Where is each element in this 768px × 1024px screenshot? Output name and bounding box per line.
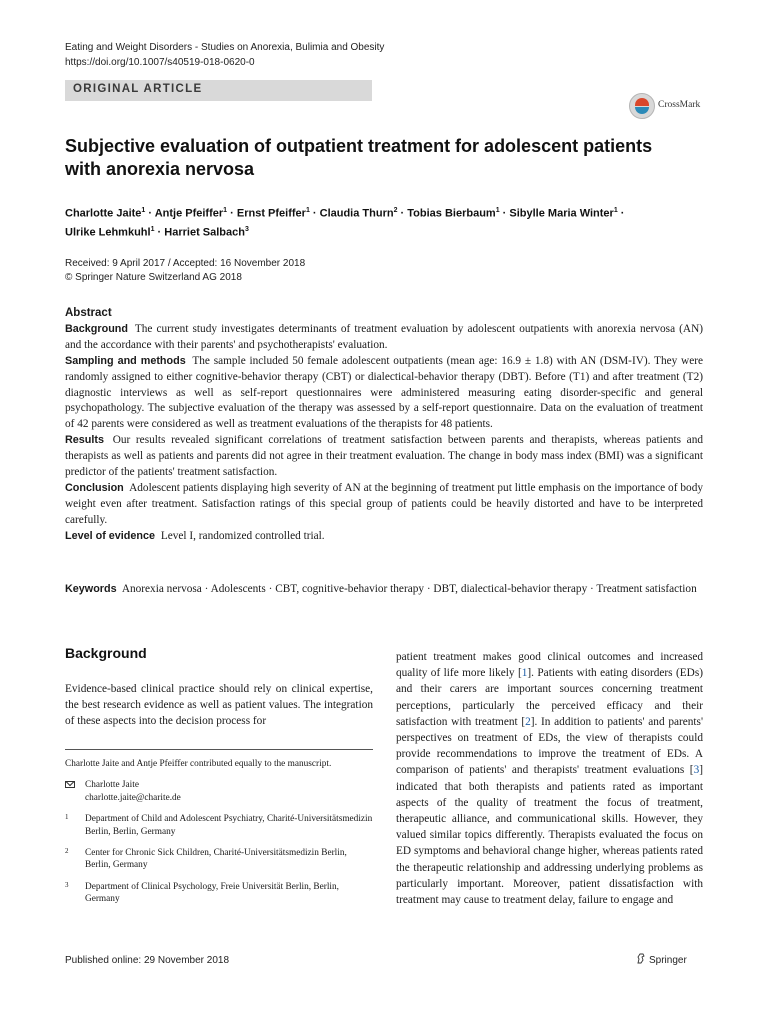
citation-link[interactable]: 3	[693, 764, 700, 777]
author-affiliation: 1	[305, 207, 310, 214]
author-name[interactable]: Charlotte Jaite	[65, 207, 142, 220]
springer-horse-icon	[636, 953, 646, 964]
article-dates	[65, 257, 305, 285]
abstract-conclusion-label: Conclusion	[65, 481, 124, 494]
abstract-background-label: Background	[65, 322, 128, 335]
article-title-line-2: with anorexia nervosa	[65, 159, 255, 179]
affiliation-text: Department of Child and Adolescent Psychiatry, Charité-Universitätsmedizin Berlin, Berlin, Germany	[85, 814, 373, 837]
author-name[interactable]: Tobias Bierbaum	[407, 207, 496, 220]
body-text: ]. In addition to patients' and parents' perspectives on treatment of EDs, the view of therapists could provide recommendations to improve the treatment of EDs. A comparison of patients' and therapists' treatment evaluations [	[396, 715, 703, 777]
article-title	[65, 135, 705, 181]
keywords-text: Anorexia nervosa · Adolescents · CBT, cognitive-behavior therapy · DBT, dialectical-behavior therapy · Treatment satisfaction	[121, 583, 697, 595]
author-affiliation: 1	[223, 207, 228, 214]
affiliation-text: Center for Chronic Sick Children, Charité-Universitätsmedizin Berlin, Berlin, Germany	[85, 848, 347, 871]
abstract-conclusion-text: Adolescent patients displaying high severity of AN at the beginning of treatment put little emphasis on the importance of body weight even after treatment. Satisfaction ratings of this special group of patients could be heavily distorted and have to be interpreted carefully.	[65, 481, 703, 526]
author-list	[65, 203, 705, 240]
author-name[interactable]: Ernst Pfeiffer	[236, 207, 306, 220]
author-affiliation: 1	[150, 225, 155, 233]
doi-link[interactable]: https://doi.org/10.1007/s40519-018-0620-0	[65, 57, 255, 68]
keywords-label: Keywords	[65, 583, 117, 595]
author-name[interactable]: Antje Pfeiffer	[154, 207, 224, 220]
citation-link[interactable]: 1	[521, 667, 528, 680]
equal-contribution-note: Charlotte Jaite and Antje Pfeiffer contributed equally to the manuscript.	[65, 759, 332, 769]
affiliation-number: 3	[65, 880, 69, 889]
abstract-evidence-text: Level I, randomized controlled trial.	[160, 529, 325, 542]
journal-name: Eating and Weight Disorders - Studies on Anorexia, Bulimia and Obesity	[65, 42, 385, 53]
crossmark-badge[interactable]	[629, 92, 701, 120]
author-separator: ·	[227, 207, 237, 220]
crossmark-label: CrossMark	[658, 100, 701, 110]
affiliation-2	[65, 847, 373, 872]
received-accepted: Received: 9 April 2017 / Accepted: 16 November 2018	[65, 258, 306, 269]
abstract-evidence-label: Level of evidence	[65, 529, 156, 542]
author-affiliation: 1	[141, 207, 146, 214]
author-affiliation: 2	[393, 207, 398, 214]
author-affiliation: 3	[244, 225, 249, 233]
body-text: ] indicated that both therapists and patients rated as important aspects of the quality of treatment the focus of treatment, therapeutic alliance, and communicational skills. However, they valued similar topics differently. Therapists evaluated the focus on ED symptoms and behavioral change higher, whereas patients rated the therapeutic relationship and addressing underlying problems as particularly important. Moreover, patient dissatisfaction with treatment may cause to treatment delay, failure to engage and	[396, 764, 703, 907]
abstract-results-label: Results	[65, 434, 105, 447]
abstract-heading: Abstract	[65, 307, 112, 319]
author-name[interactable]: Ulrike Lehmkuhl	[65, 226, 151, 239]
author-affiliation: 1	[495, 207, 500, 214]
copyright: © Springer Nature Switzerland AG 2018	[65, 272, 242, 283]
author-separator: ·	[617, 207, 625, 220]
article-type-label: ORIGINAL ARTICLE	[73, 83, 203, 95]
author-separator: ·	[309, 207, 320, 220]
background-text-right	[396, 649, 703, 908]
abstract-background-text: The current study investigates determinants of treatment evaluation by adolescent outpatients with anorexia nervosa (AN) and the accordance with their parents' and psychotherapists' evaluation.	[65, 322, 703, 351]
contact-name: Charlotte Jaite	[85, 780, 139, 791]
abstract	[65, 306, 703, 545]
keywords	[65, 582, 703, 598]
author-name[interactable]: Claudia Thurn	[319, 207, 394, 220]
body-text: ]. Patients with eating disorders (EDs) and their carers are important sources concerning treatment perceptions, particularly the perceived efficacy and their satisfaction with treatment [	[396, 667, 703, 728]
affiliation-number: 1	[65, 813, 69, 822]
abstract-background	[65, 322, 703, 354]
citation-link[interactable]: 2	[525, 715, 531, 728]
abstract-sampling-label: Sampling and methods	[65, 354, 186, 367]
affiliation-number: 2	[65, 847, 69, 856]
author-separator: ·	[499, 207, 510, 220]
author-separator: ·	[145, 207, 155, 220]
publisher-name: Springer	[649, 955, 687, 966]
journal-header	[65, 40, 384, 70]
abstract-sampling-text: The sample included 50 female adolescent outpatients (mean age: 16.9 ± 1.8) with AN (DSM-IV). They were randomly assigned to either cognitive-behavior therapy (CBT) or dialectical-behavior therapy (DBT). Before (T1) and after treatment (T2) diagnostic interviews as well as self-report questionnaires were administered measuring eating disorder-specific and general psychopathology. The subjective evaluation of the therapy was assessed by a self-report questionnaire. Data on the evaluation of treatment of 42 parents were considered as well as treatment evaluations of the therapists for 48 patients.	[65, 354, 704, 431]
abstract-evidence	[65, 529, 703, 545]
abstract-results-text: Our results revealed significant correlations of treatment satisfaction between parents and therapists, whereas patients and therapists as well as patients and parents did not agree in their treatment evaluation. The change in body mass index (BMI) was a significant predictor of the patients' treatment satisfaction.	[65, 434, 703, 479]
body-text: patient treatment makes good clinical outcomes and increased quality of life more likely [	[396, 651, 703, 680]
affiliation-3	[65, 881, 373, 906]
abstract-results	[65, 433, 703, 481]
affiliation-1	[65, 813, 373, 838]
abstract-conclusion	[65, 481, 703, 529]
abstract-sampling	[65, 354, 703, 434]
author-affiliation: 1	[613, 207, 618, 214]
publisher-logo	[636, 953, 687, 966]
published-date: Published online: 29 November 2018	[65, 955, 229, 966]
author-name[interactable]: Sibylle Maria Winter	[509, 207, 614, 220]
footnotes	[65, 758, 373, 915]
author-separator: ·	[397, 207, 408, 220]
background-text-left: Evidence-based clinical practice should rely on clinical expertise, the best research evidence as well as patient values. The integration of these aspects into the decision process for	[65, 683, 373, 728]
background-heading: Background	[65, 645, 147, 661]
article-type-banner	[65, 80, 372, 101]
author-name[interactable]: Harriet Salbach	[164, 226, 245, 239]
author-separator: ·	[154, 226, 165, 239]
affiliation-text: Department of Clinical Psychology, Freie Universität Berlin, Berlin, Germany	[85, 881, 339, 905]
footnote-divider	[65, 749, 373, 750]
article-title-line-1: Subjective evaluation of outpatient treatment for adolescent patients	[65, 136, 653, 156]
corresponding-author	[65, 779, 373, 804]
contact-email[interactable]: charlotte.jaite@charite.de	[85, 792, 181, 803]
envelope-icon	[65, 781, 75, 788]
crossmark-icon	[629, 93, 655, 119]
